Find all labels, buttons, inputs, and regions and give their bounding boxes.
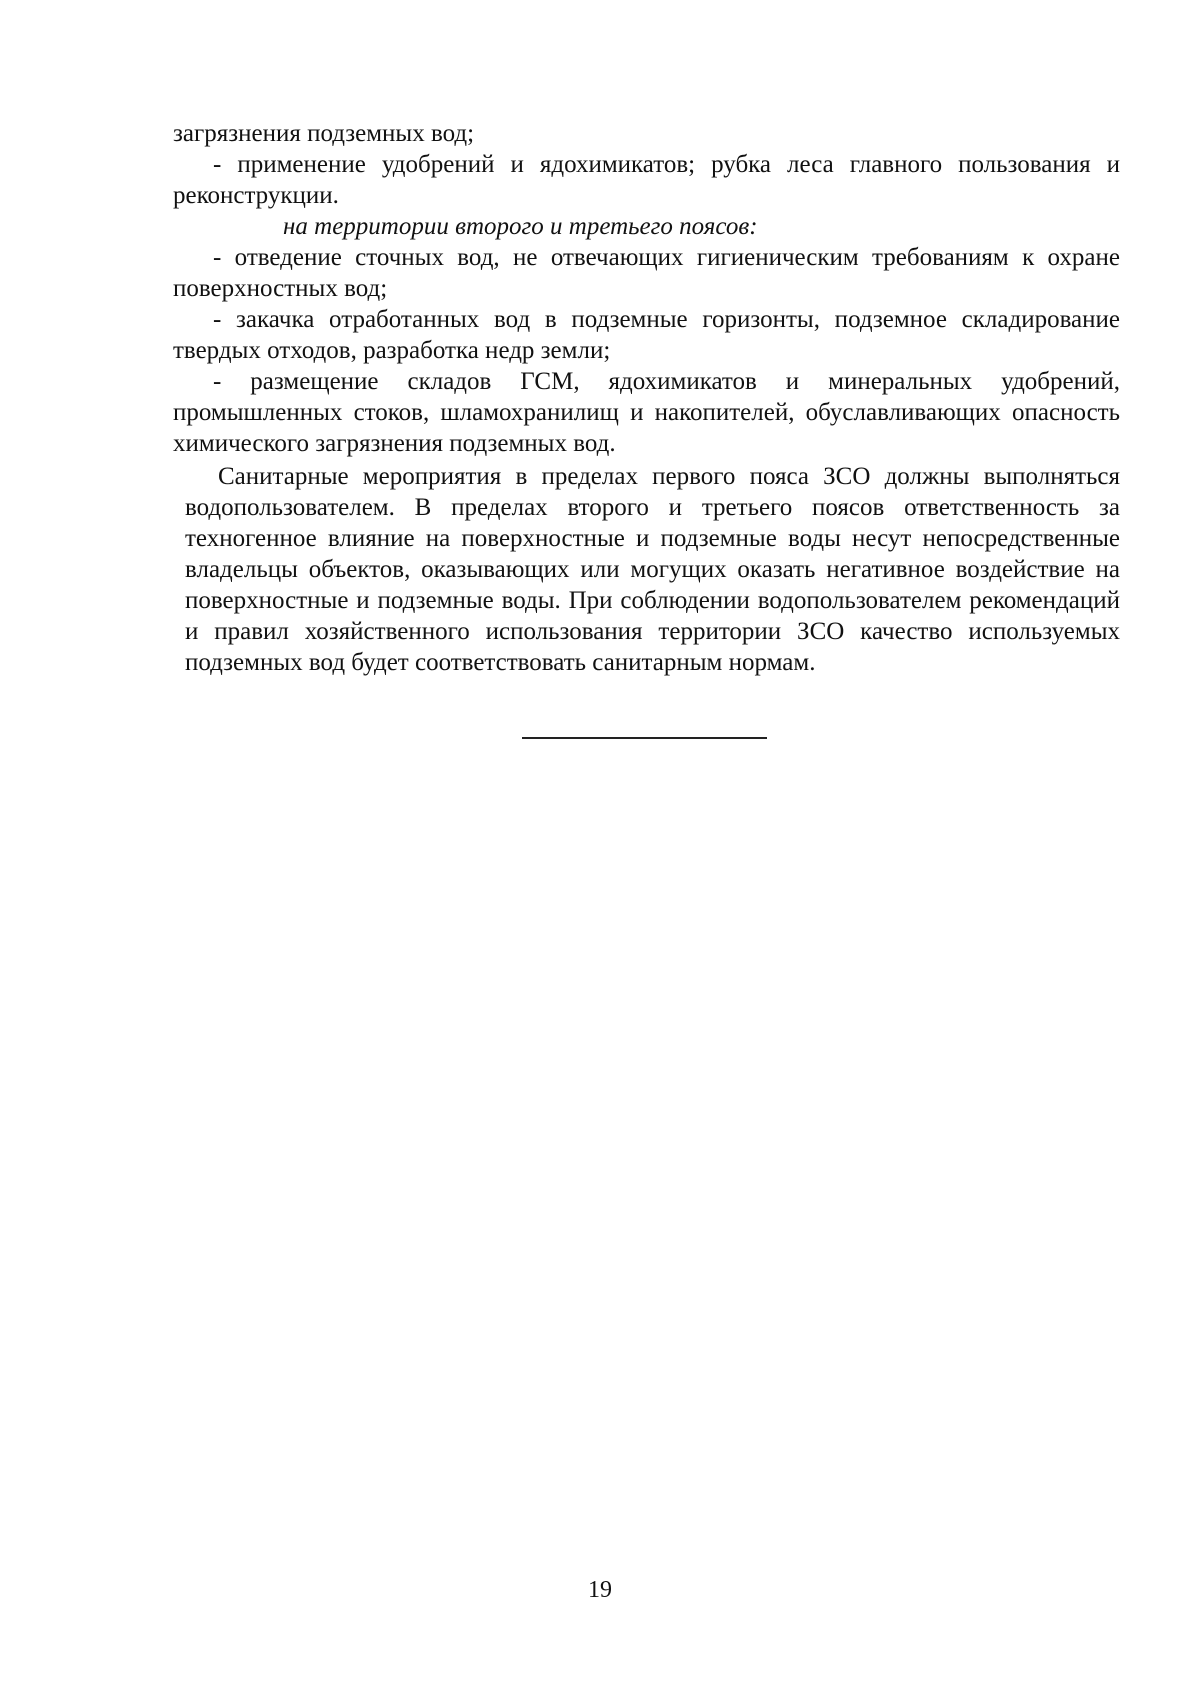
list-item: - закачка отработанных вод в подземные горизонты, подземное складирование твердых отходов, разработка недр земли;	[173, 306, 1120, 364]
document-body	[173, 118, 1120, 678]
list-item: - размещение складов ГСМ, ядохимикатов и минеральных удобрений, промышленных стоков, шламохранилищ и накопителей, обуславливающих опасность химического загрязнения подземных вод.	[173, 368, 1120, 457]
list-item: - отведение сточных вод, не отвечающих гигиеническим требованиям к охране поверхностных вод;	[173, 244, 1120, 302]
paragraph-fertilizers: - применение удобрений и ядохимикатов; рубка леса главного пользования и реконструкции.	[173, 151, 1120, 209]
end-divider	[522, 737, 767, 739]
closing-paragraph: Санитарные мероприятия в пределах первого пояса ЗСО должны выполняться водопользователем. В пределах второго и третьего поясов ответственность за техногенное влияние на поверхностные и подземные воды несут непосредственные владельцы объектов, оказывающих или могущих оказать негативное воздействие на поверхностные и подземные воды. При соблюдении водопользователем рекомендаций и правил хозяйственного использования территории ЗСО качество используемых подземных вод будет соответствовать санитарным нормам.	[185, 463, 1120, 676]
section-heading: на территории второго и третьего поясов:	[283, 213, 758, 240]
page-number: 19	[588, 1577, 612, 1603]
paragraph-continuation: загрязнения подземных вод;	[173, 120, 475, 147]
